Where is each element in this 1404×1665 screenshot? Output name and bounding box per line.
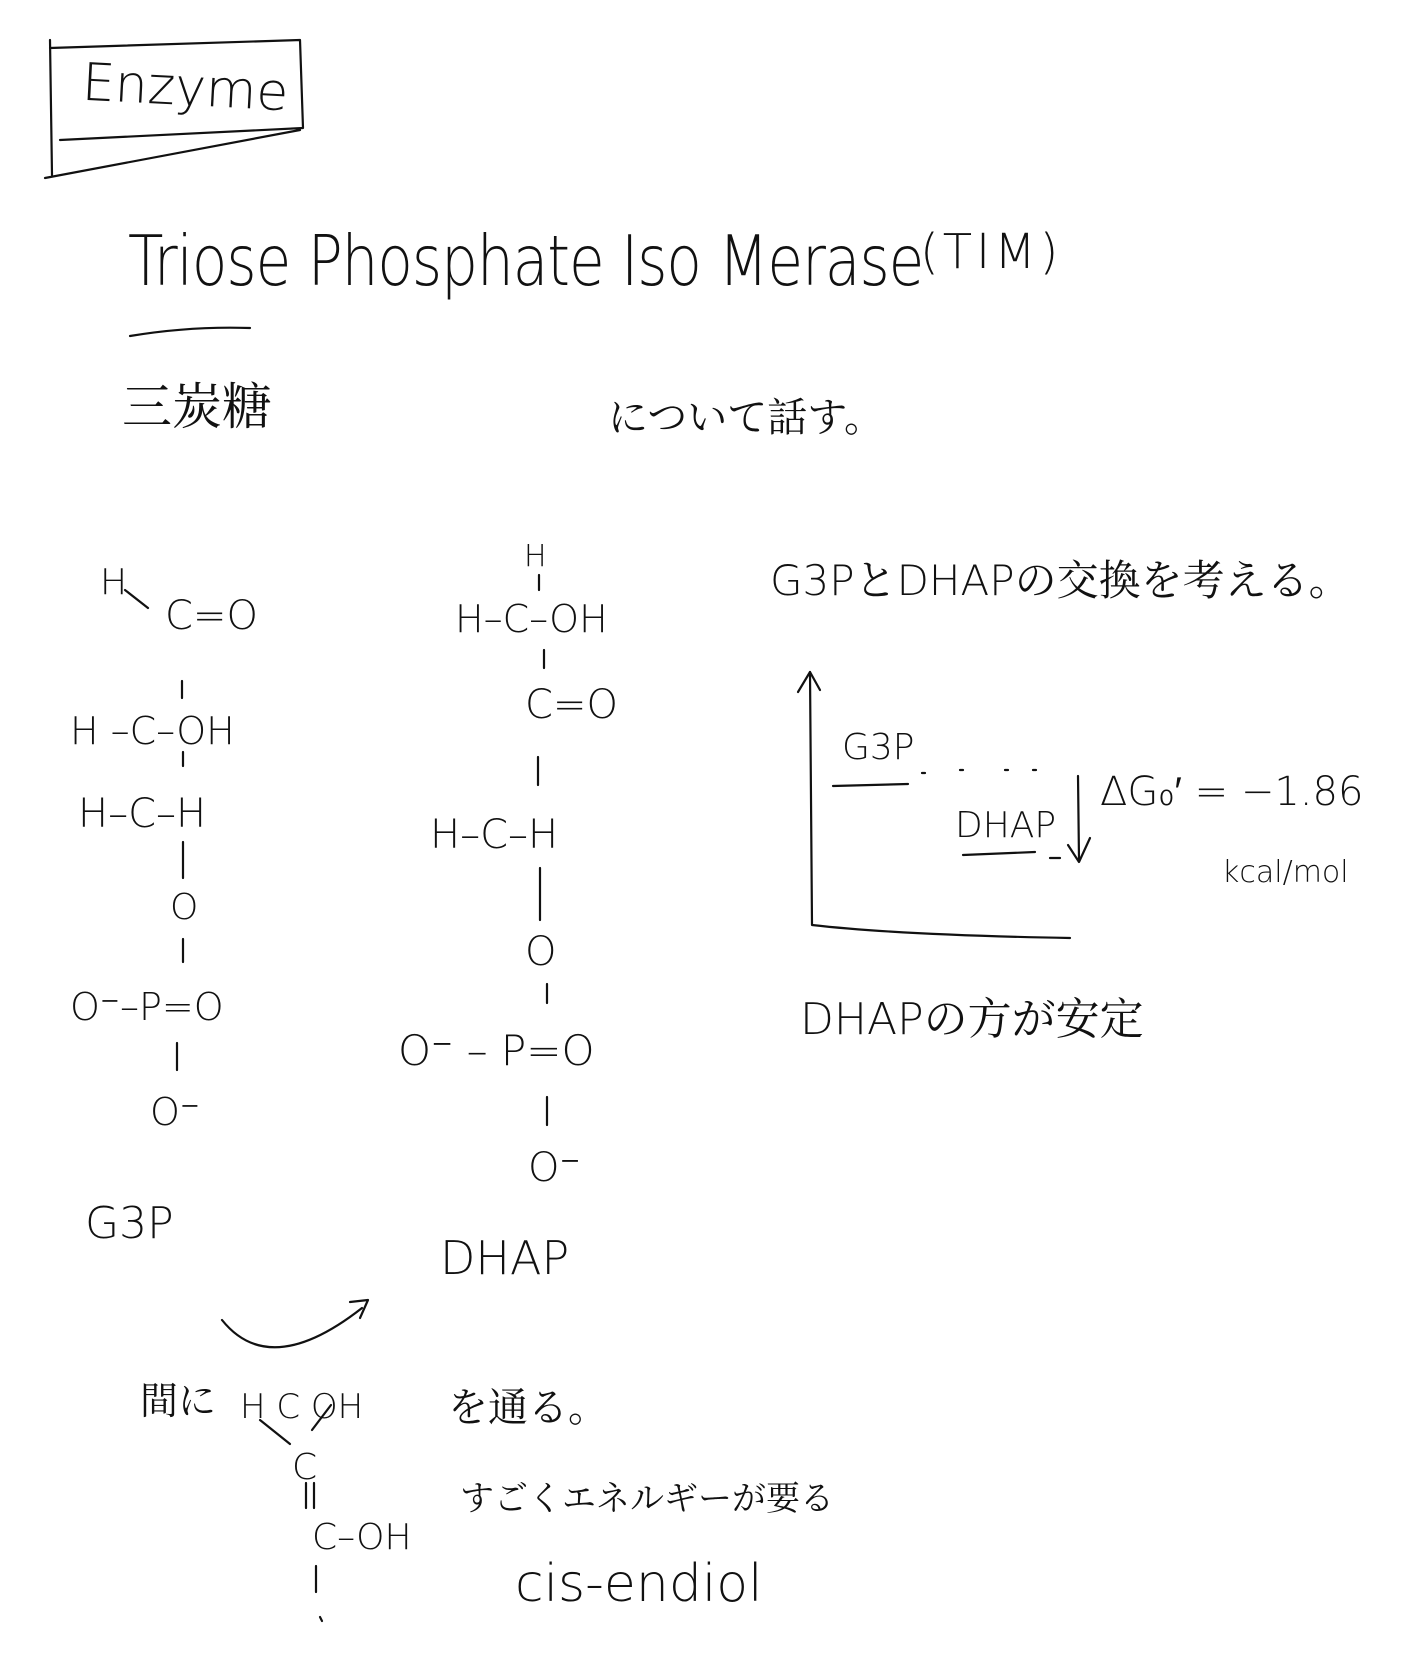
g3p-label: G3P <box>85 1198 174 1249</box>
triose-underline <box>130 328 250 336</box>
passes-label: を通る。 <box>448 1385 608 1431</box>
dhap-label: DHAP <box>440 1231 570 1285</box>
curved-arrow <box>222 1308 362 1347</box>
energy-note: すごくエネルギーが要る <box>460 1479 834 1519</box>
enzyme-name: Triose Phosphate Iso Merase <box>128 220 924 302</box>
triose-note: 三炭糖 <box>122 378 272 436</box>
g3p-row: H <box>100 562 128 603</box>
g3p-row: H–C–H <box>78 791 207 837</box>
dhap-row: H–C–H <box>430 812 559 858</box>
dhap-row: H–C–OH <box>455 597 608 641</box>
dhap-row: H <box>524 539 547 574</box>
cis-endiol-label: cis-endiol <box>515 1554 763 1614</box>
g3p-row: O⁻ <box>150 1090 200 1134</box>
dhap-level-label: DHAP <box>955 805 1057 846</box>
dhap-row: C=O <box>525 682 618 728</box>
g3p-row: H –C–OH <box>70 709 235 753</box>
energy-axis-arrow <box>798 672 820 692</box>
dhap-row: O⁻ – P=O <box>398 1026 595 1075</box>
intermediate-bottom: C–OH <box>312 1517 412 1558</box>
energy-caption: G3PとDHAPの交換を考える。 <box>770 556 1351 605</box>
delta-g-unit: kcal/mol <box>1222 855 1349 890</box>
stability-conclusion: DHAPの方が安定 <box>800 994 1144 1045</box>
between-label: 間に <box>140 1379 217 1423</box>
intermediate-top: H C OH <box>240 1387 364 1427</box>
intermediate-middle: C <box>292 1447 318 1488</box>
g3p-row: C=O <box>165 593 258 639</box>
dhap-row: O⁻ <box>528 1145 581 1191</box>
g3p-level-label: G3P <box>842 727 915 768</box>
g3p-row: O <box>170 887 199 928</box>
dhap-row: O <box>525 929 557 975</box>
page-title: Enzyme <box>80 52 290 124</box>
delta-g-value: ΔG₀′ = −1.86 <box>1100 769 1364 815</box>
topic-about: について話す。 <box>608 395 884 441</box>
enzyme-abbrev: (TIM) <box>920 224 1063 280</box>
g3p-row: O⁻–P=O <box>70 985 224 1029</box>
delta-g-arrow <box>1068 776 1090 862</box>
